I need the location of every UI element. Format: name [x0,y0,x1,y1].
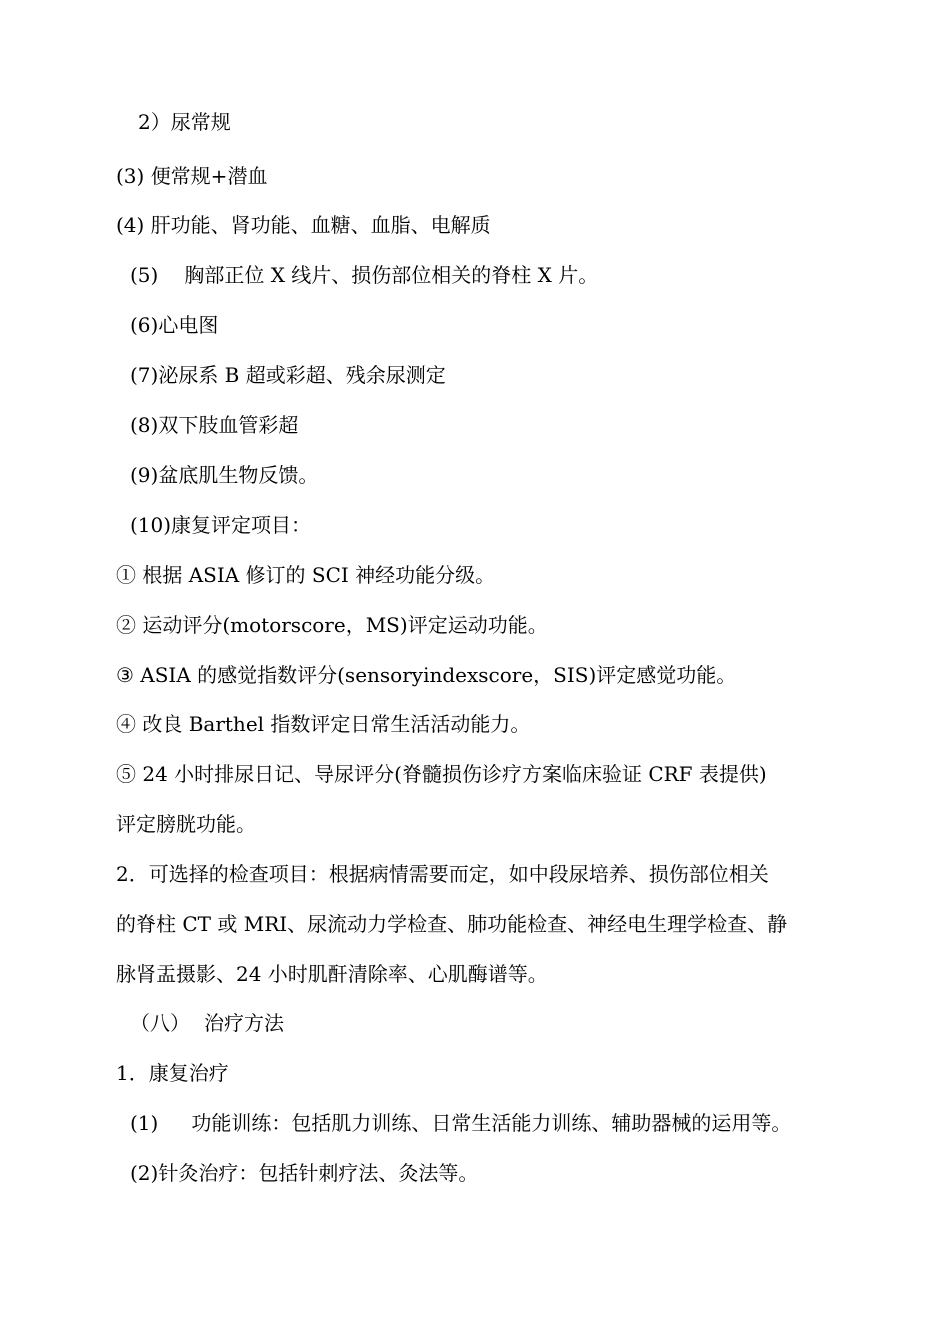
item-urine-routine [138,108,231,136]
text-line: (3) 便常规+潜血 [116,164,268,188]
section-title: 治疗方法 [204,1011,284,1035]
item-number: (5) [130,263,159,287]
optional-exams-cont1 [116,910,787,938]
text-line: 评定膀胱功能。 [116,812,256,836]
text-line: 2．可选择的检查项目：根据病情需要而定，如中段尿培养、损伤部位相关 [116,862,769,886]
sub-item-3 [116,661,736,689]
text-line: 的脊柱 CT 或 MRI、尿流动力学检查、肺功能检查、神经电生理学检查、静 [116,912,788,936]
subsection-rehab-treatment [116,1059,229,1087]
treatment-item-1 [130,1109,791,1137]
item-number: (1) [130,1111,159,1135]
text-line: ③ ASIA 的感觉指数评分(sensoryindexscore，SIS)评定感觉功能。 [116,663,737,687]
item-ecg [130,311,218,339]
item-urinary-ultrasound [130,361,446,389]
item-vascular-ultrasound [130,411,298,439]
sub-item-1 [116,561,495,589]
section-heading-treatment [130,1009,284,1037]
item-stool-routine [116,162,267,190]
text-line: 脉肾盂摄影、24 小时肌酐清除率、心肌酶谱等。 [116,962,548,986]
text-line: (10)康复评定项目： [130,513,312,537]
section-number: （八） [130,1011,190,1035]
item-biofeedback [130,461,318,489]
text-line: ② 运动评分(motorscore，MS)评定运动功能。 [116,613,548,637]
sub-item-5 [116,760,767,788]
text-line: ⑤ 24 小时排尿日记、导尿评分(脊髓损伤诊疗方案临床验证 CRF 表提供) [116,762,767,786]
treatment-item-2 [130,1159,478,1187]
item-chest-xray [130,261,598,289]
text-line: 1．康复治疗 [116,1061,229,1085]
text-line: (6)心电图 [130,313,219,337]
text-line: 胸部正位 X 线片、损伤部位相关的脊柱 X 片。 [184,263,599,287]
text-line: 2）尿常规 [138,110,231,134]
sub-item-4 [116,710,530,738]
text-line: (2)针灸治疗：包括针刺疗法、灸法等。 [130,1161,479,1185]
text-line: 功能训练：包括肌力训练、日常生活能力训练、辅助器械的运用等。 [191,1111,792,1135]
sub-item-5-cont [116,810,256,838]
text-line: (4) 肝功能、肾功能、血糖、血脂、电解质 [116,213,491,237]
text-line: ④ 改良 Barthel 指数评定日常生活活动能力。 [116,712,531,736]
text-line: (9)盆底肌生物反馈。 [130,463,319,487]
text-line: (7)泌尿系 B 超或彩超、残余尿测定 [130,363,446,387]
optional-exams [116,860,769,888]
optional-exams-cont2 [116,960,548,988]
sub-item-2 [116,611,548,639]
text-line: ① 根据 ASIA 修订的 SCI 神经功能分级。 [116,563,496,587]
item-liver-kidney [116,211,491,239]
item-rehab-assessment [130,511,311,539]
text-line: (8)双下肢血管彩超 [130,413,299,437]
